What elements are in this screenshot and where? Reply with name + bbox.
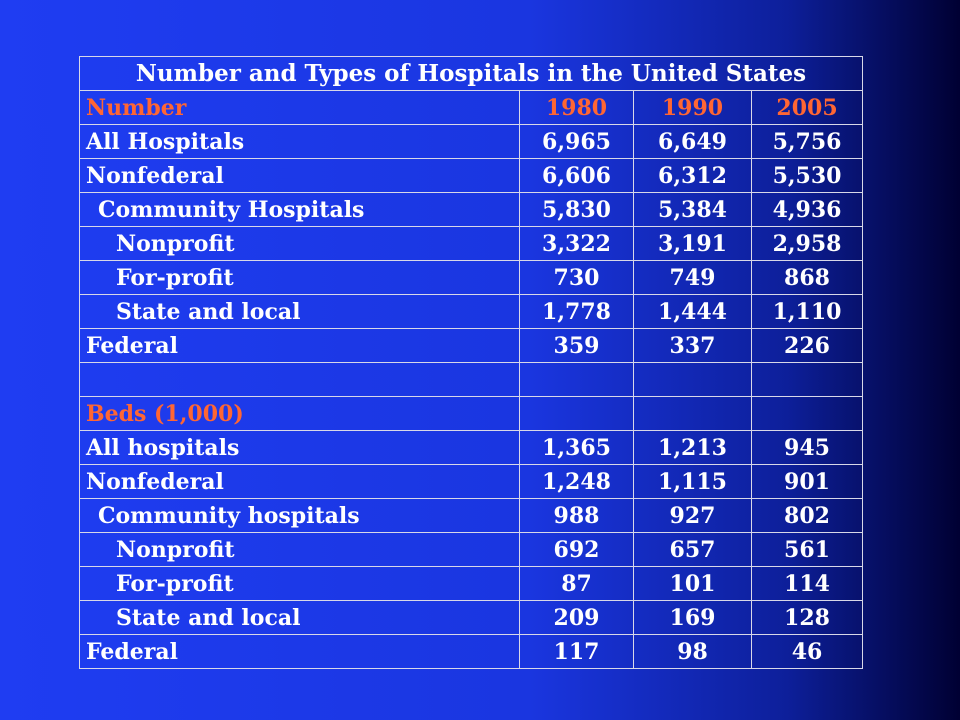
year-header-cell: 1980 xyxy=(520,91,634,125)
value-cell: 4,936 xyxy=(752,193,863,227)
year-header-cell xyxy=(752,397,863,431)
table-row xyxy=(80,499,863,533)
hospitals-table-container xyxy=(79,56,862,665)
value-cell: 6,965 xyxy=(520,125,634,159)
value-cell: 114 xyxy=(752,567,863,601)
value-cell: 3,322 xyxy=(520,227,634,261)
table-row xyxy=(80,635,863,669)
value-cell: 6,312 xyxy=(634,159,752,193)
table-row xyxy=(80,329,863,363)
value-cell: 901 xyxy=(752,465,863,499)
row-label: Community Hospitals xyxy=(80,193,520,227)
spacer-cell xyxy=(520,363,634,397)
row-label: State and local xyxy=(80,295,520,329)
table-row xyxy=(80,465,863,499)
value-cell: 359 xyxy=(520,329,634,363)
row-label: Nonprofit xyxy=(80,533,520,567)
value-cell: 3,191 xyxy=(634,227,752,261)
value-cell: 1,115 xyxy=(634,465,752,499)
value-cell: 1,110 xyxy=(752,295,863,329)
value-cell: 5,830 xyxy=(520,193,634,227)
value-cell: 561 xyxy=(752,533,863,567)
value-cell: 5,756 xyxy=(752,125,863,159)
value-cell: 87 xyxy=(520,567,634,601)
value-cell: 1,444 xyxy=(634,295,752,329)
value-cell: 226 xyxy=(752,329,863,363)
row-label: Nonfederal xyxy=(80,159,520,193)
value-cell: 337 xyxy=(634,329,752,363)
table-row xyxy=(80,193,863,227)
spacer-cell xyxy=(634,363,752,397)
value-cell: 1,213 xyxy=(634,431,752,465)
table-row xyxy=(80,295,863,329)
value-cell: 6,606 xyxy=(520,159,634,193)
section-header-row xyxy=(80,91,863,125)
value-cell: 1,365 xyxy=(520,431,634,465)
hospitals-table xyxy=(79,56,863,669)
table-title: Number and Types of Hospitals in the United States xyxy=(80,57,863,91)
spacer-cell xyxy=(80,363,520,397)
value-cell: 868 xyxy=(752,261,863,295)
table-row xyxy=(80,567,863,601)
value-cell: 927 xyxy=(634,499,752,533)
value-cell: 209 xyxy=(520,601,634,635)
row-label: Nonprofit xyxy=(80,227,520,261)
table-row xyxy=(80,601,863,635)
row-label: Community hospitals xyxy=(80,499,520,533)
year-header-cell: 2005 xyxy=(752,91,863,125)
value-cell: 1,248 xyxy=(520,465,634,499)
table-row xyxy=(80,533,863,567)
spacer-cell xyxy=(752,363,863,397)
row-label: For-profit xyxy=(80,567,520,601)
value-cell: 98 xyxy=(634,635,752,669)
value-cell: 2,958 xyxy=(752,227,863,261)
value-cell: 692 xyxy=(520,533,634,567)
value-cell: 657 xyxy=(634,533,752,567)
year-header-cell xyxy=(634,397,752,431)
row-label: All Hospitals xyxy=(80,125,520,159)
section-header-label: Number xyxy=(80,91,520,125)
row-label: All hospitals xyxy=(80,431,520,465)
value-cell: 5,530 xyxy=(752,159,863,193)
value-cell: 1,778 xyxy=(520,295,634,329)
value-cell: 101 xyxy=(634,567,752,601)
value-cell: 945 xyxy=(752,431,863,465)
value-cell: 128 xyxy=(752,601,863,635)
section-header-row xyxy=(80,397,863,431)
table-row xyxy=(80,125,863,159)
table-title-row xyxy=(80,57,863,91)
value-cell: 117 xyxy=(520,635,634,669)
value-cell: 802 xyxy=(752,499,863,533)
row-label: Federal xyxy=(80,329,520,363)
spacer-row xyxy=(80,363,863,397)
value-cell: 988 xyxy=(520,499,634,533)
row-label: Federal xyxy=(80,635,520,669)
table-row xyxy=(80,431,863,465)
table-row xyxy=(80,227,863,261)
row-label: Nonfederal xyxy=(80,465,520,499)
value-cell: 6,649 xyxy=(634,125,752,159)
row-label: State and local xyxy=(80,601,520,635)
value-cell: 749 xyxy=(634,261,752,295)
table-row xyxy=(80,159,863,193)
section-header-label: Beds (1,000) xyxy=(80,397,520,431)
row-label: For-profit xyxy=(80,261,520,295)
value-cell: 46 xyxy=(752,635,863,669)
value-cell: 5,384 xyxy=(634,193,752,227)
value-cell: 730 xyxy=(520,261,634,295)
value-cell: 169 xyxy=(634,601,752,635)
table-row xyxy=(80,261,863,295)
year-header-cell xyxy=(520,397,634,431)
year-header-cell: 1990 xyxy=(634,91,752,125)
